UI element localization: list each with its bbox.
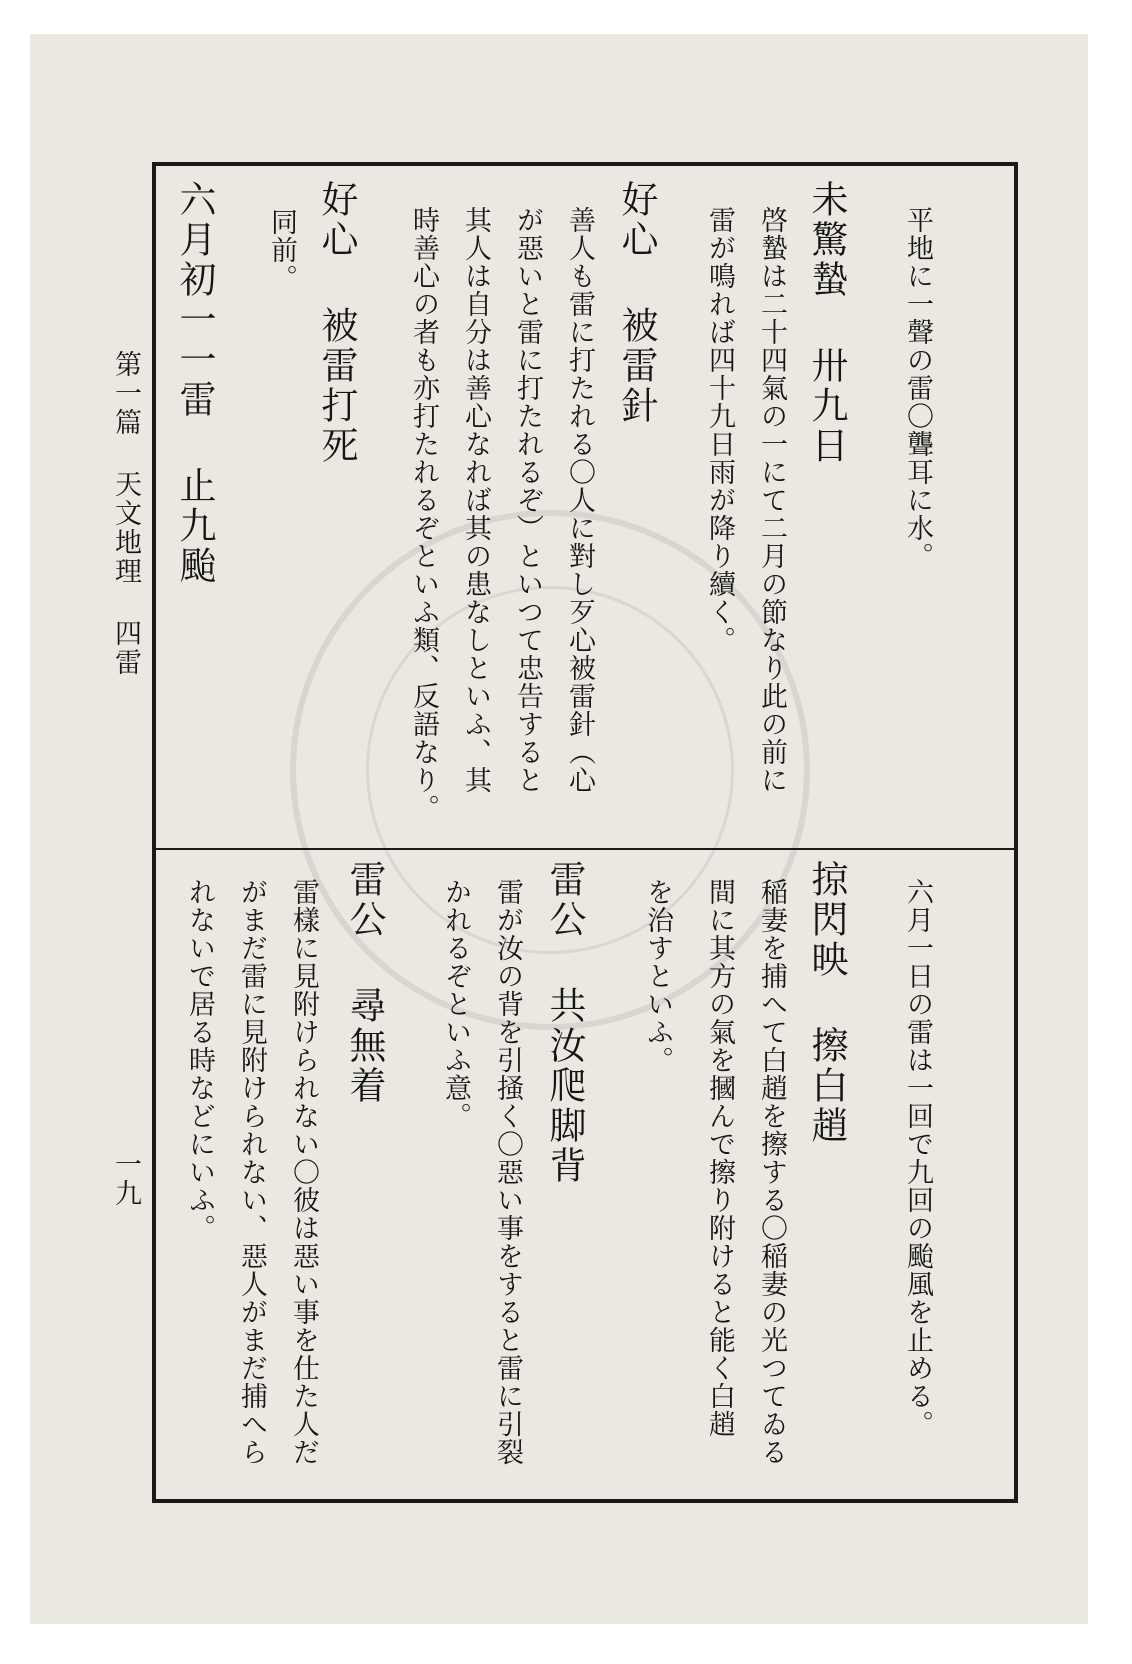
lower-col-5: を治すといふ。 — [642, 878, 673, 1074]
upper-col-6: 善人も雷に打たれる〇人に對し歹心被雷針（心 — [564, 206, 595, 794]
lower-col-4: 間に其方の氣を摑んで擦り附けると能く白趙 — [704, 878, 735, 1438]
lower-col-11: がまだ雷に見附けられない、惡人がまだ捕へら — [236, 878, 267, 1466]
chapter-running-head: 第一篇 天文地理 四雷 — [110, 350, 141, 677]
upper-col-12: 六月初一一雷 止九颱 — [173, 180, 216, 586]
upper-col-7: が惡いと雷に打たれるぞ）といつて忠告すると — [512, 206, 543, 794]
lower-col-3: 稲妻を捕へて白趙を擦する〇稲妻の光つてゐる — [756, 878, 787, 1466]
upper-col-8: 其人は自分は善心なれば其の患なしといふ、其 — [460, 206, 491, 794]
upper-col-5: 好心 被雷針 — [615, 180, 658, 426]
lower-col-6: 雷公 共汝爬脚背 — [543, 860, 586, 1186]
upper-col-9: 時善心の者も亦打たれるぞといふ類、反語なり。 — [408, 206, 439, 822]
upper-col-3: 啓蟄は二十四氣の一にて二月の節なり此の前に — [756, 206, 787, 794]
lower-col-2: 掠閃映 擦白趙 — [805, 860, 848, 1146]
upper-col-10: 好心 被雷打死 — [315, 180, 358, 466]
upper-col-4: 雷が鳴れば四十九日雨が降り續く。 — [704, 206, 735, 654]
upper-col-11: 同前。 — [266, 208, 297, 292]
upper-col-1: 平地に一聲の雷〇聾耳に水。 — [902, 206, 933, 570]
lower-col-1: 六月一日の雷は一回で九回の颱風を止める。 — [902, 878, 933, 1438]
lower-col-7: 雷が汝の背を引掻く〇惡い事をすると雷に引裂 — [492, 878, 523, 1466]
frame-divider — [152, 848, 1018, 850]
lower-col-10: 雷樣に見附けられない〇彼は惡い事を仕た人だ — [288, 878, 319, 1466]
upper-col-2: 未驚蟄 卅九日 — [805, 180, 848, 466]
lower-col-9: 雷公 尋無着 — [343, 860, 386, 1106]
page-number: 一九 — [110, 1150, 141, 1208]
lower-col-12: れないで居る時などにいふ。 — [184, 878, 215, 1242]
lower-col-8: かれるぞといふ意。 — [440, 878, 471, 1130]
